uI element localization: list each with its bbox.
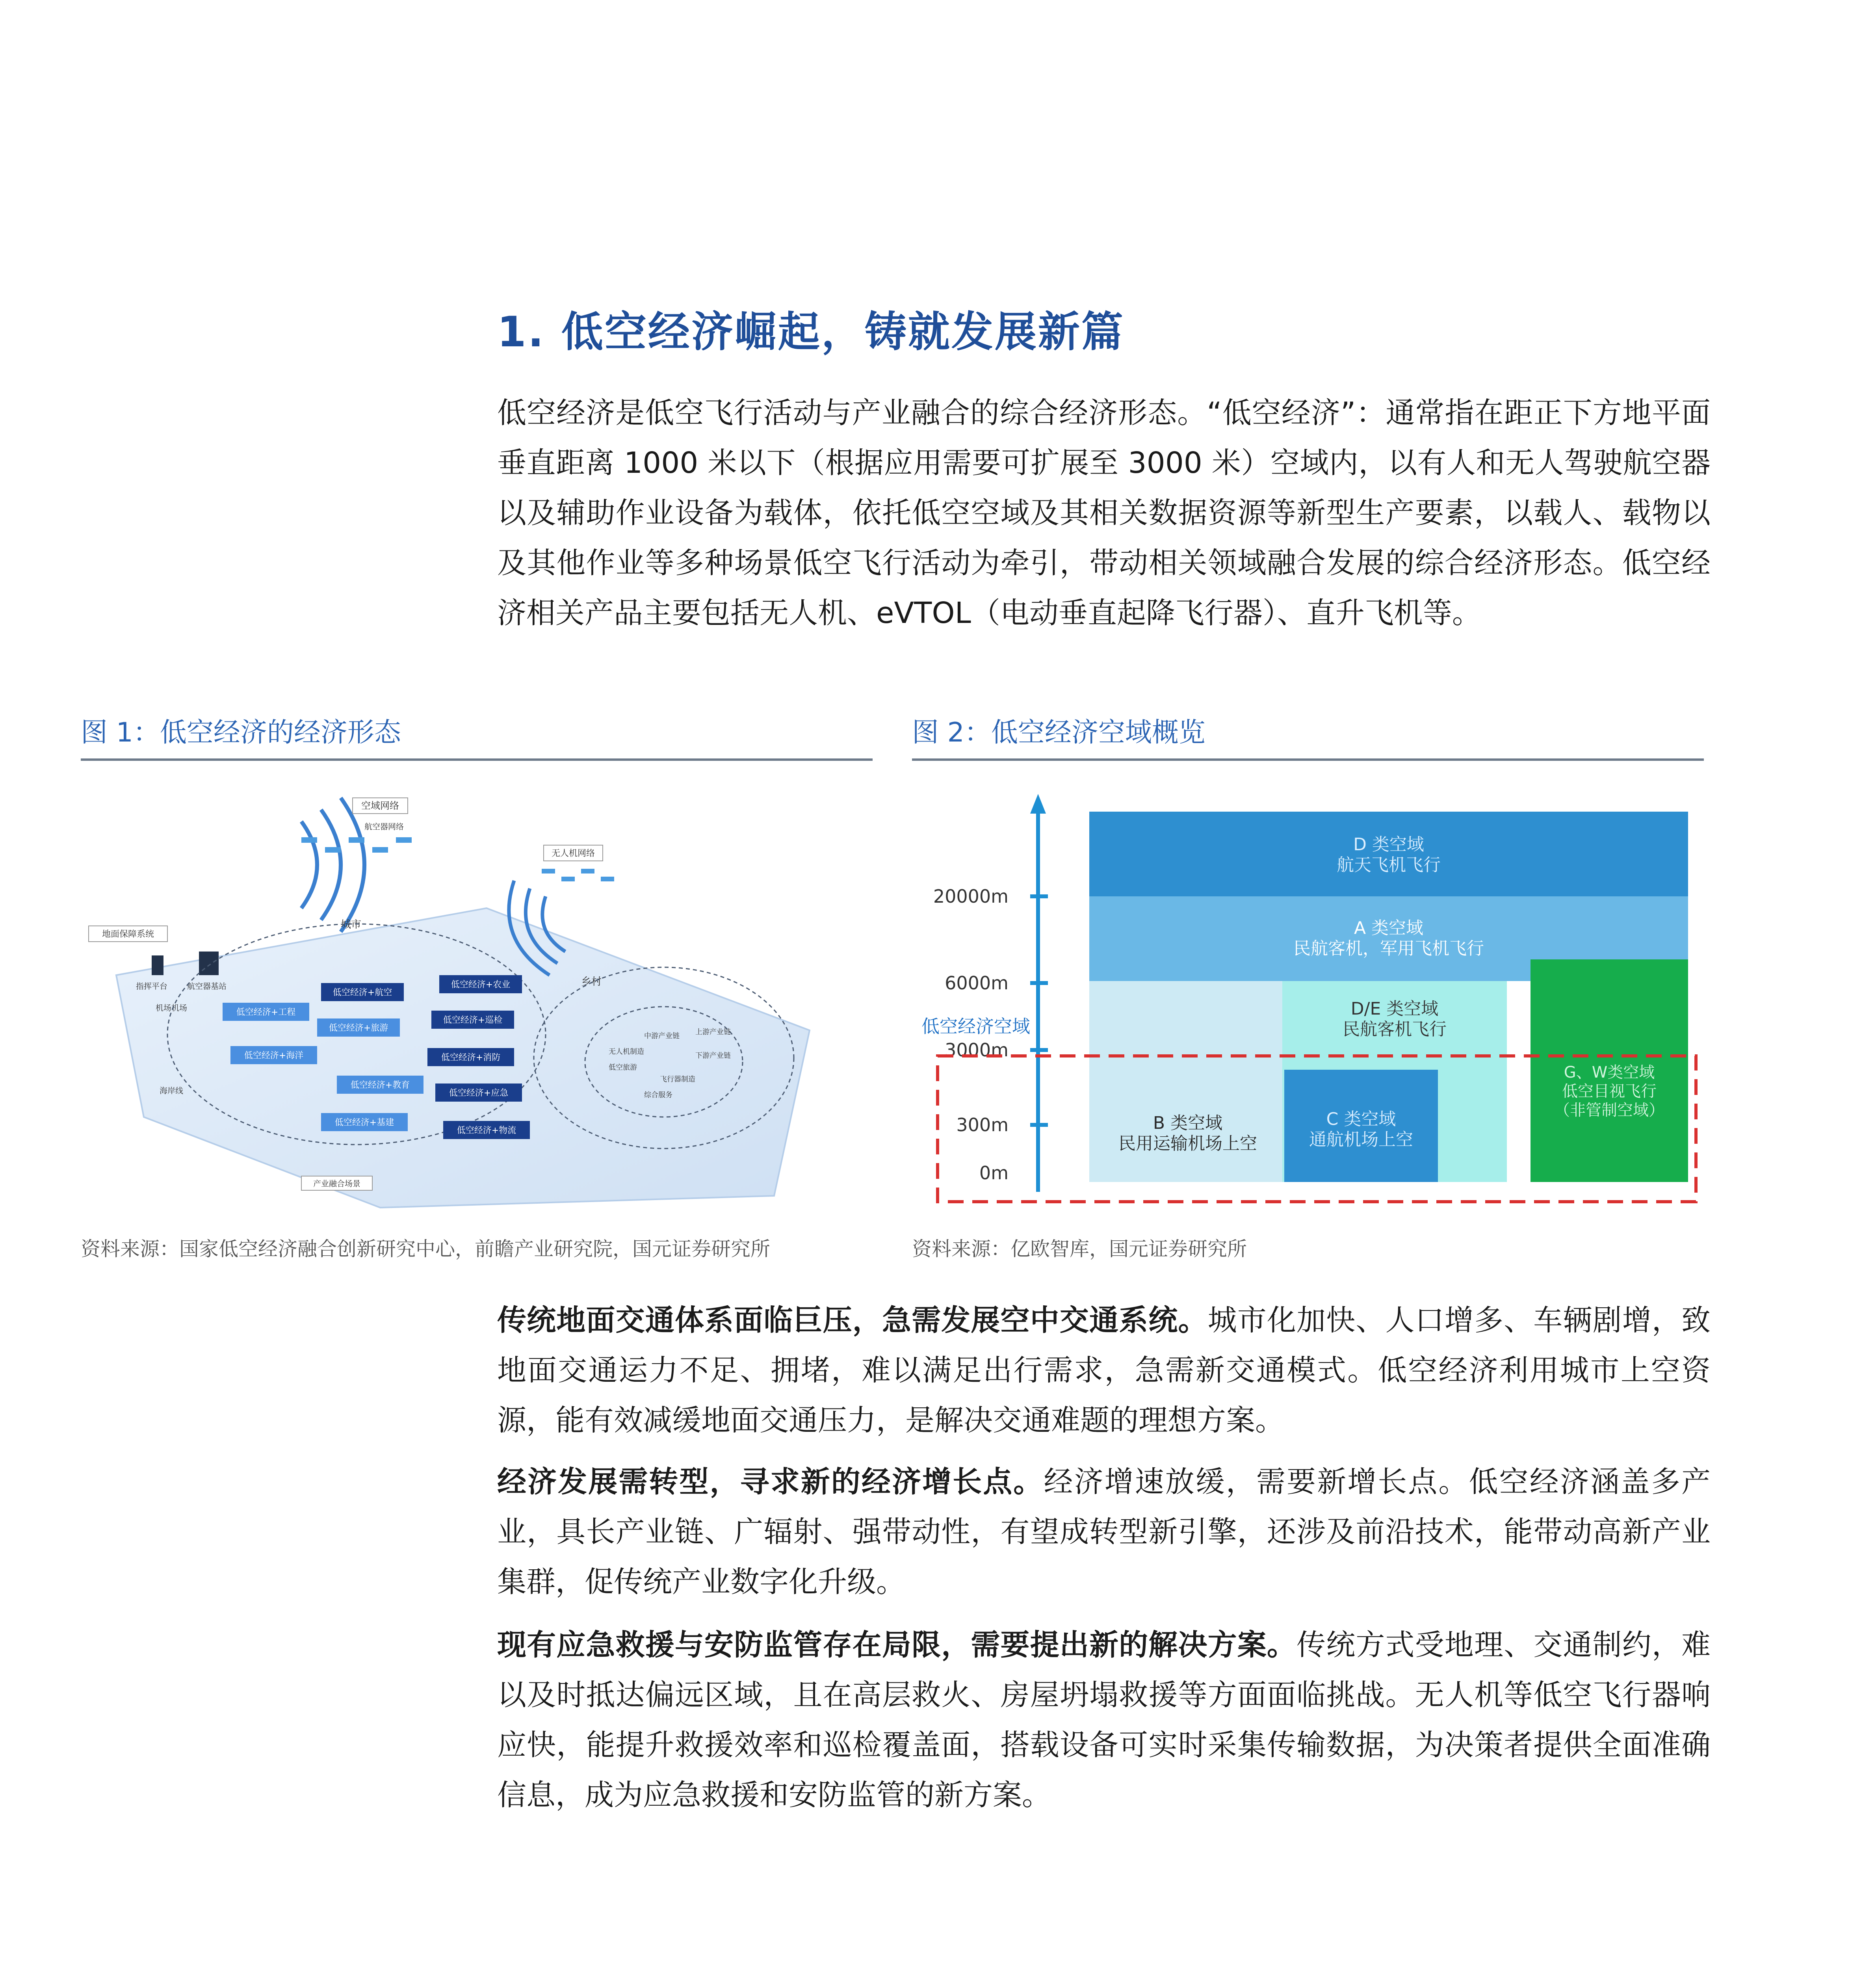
y-axis-arrow — [1030, 794, 1046, 814]
paragraph-emergency-lead: 现有应急救援与安防监管存在局限，需要提出新的解决方案。 — [497, 1628, 1297, 1662]
y-label-3000m: 3000m — [945, 1039, 1009, 1061]
svg-text:无人机制造: 无人机制造 — [609, 1048, 644, 1056]
figure2-rule — [912, 758, 1704, 761]
paragraph-traffic-lead: 传统地面交通体系面临巨压，急需发展空中交通系统。 — [497, 1303, 1208, 1337]
tile-logistics: 低空经济+物流 — [457, 1126, 516, 1136]
paragraph-economy-body: 经济增速放缓，需要新增长点。低空经济涵盖多产业，具长产业链、广辐射、强带动性，有望成转型新引擎，还涉及前沿技术，能带动高新产业集群，促传统产业数字化升级。 — [497, 1465, 1711, 1599]
block-de-title: D/E 类空域 — [1350, 999, 1439, 1019]
block-g-title: G、W类空域 — [1564, 1063, 1655, 1082]
paragraph-emergency-body: 传统方式受地理、交通制约，难以及时抵达偏远区域，且在高层救火、房屋坍塌救援等方面面临挑战。无人机等低空飞行器响应快，能提升救援效率和巡检覆盖面，搭载设备可实时采集传输数据，为决策者提供全面准确信息，成为应急救援和安防监管的新方案。 — [497, 1628, 1711, 1812]
label-industry: 产业融合场景 — [313, 1179, 360, 1188]
intro-paragraph: 低空经济是低空飞行活动与产业融合的综合经济形态。“低空经济”：通常指在距正下方地平面垂直距离 1000 米以下（根据应用需要可扩展至 3000 米）空域内，以有人和无人驾驶航空器以及辅助作业设备为载体，依托低空空域及其相关数据资源等新型生产要素，以载人、载物以及其他作业等多种场景低空飞行活动为牵引，带动相关领域融合发展的综合经济形态。低空经济相关产品主要包括无人机、eVTOL（电动垂直起降飞行器）、直升飞机等。 — [497, 396, 1711, 630]
paragraph-traffic — [497, 1295, 1711, 1446]
label-airport: 机场机场 — [156, 1003, 187, 1013]
label-airspace-network: 空域网络 — [361, 800, 399, 811]
signal-arcs-left — [301, 798, 364, 932]
svg-text:上游产业链: 上游产业链 — [695, 1028, 731, 1036]
tile-ocean: 低空经济+海洋 — [244, 1051, 304, 1061]
figure1-title: 图 1：低空经济的经济形态 — [81, 717, 401, 748]
y-label-0m: 0m — [979, 1162, 1009, 1184]
block-de-sub: 民航客机飞行 — [1343, 1019, 1447, 1039]
block-a-title: A 类空域 — [1354, 918, 1424, 938]
label-platform: 指挥平台 — [136, 981, 167, 991]
block-c-sub: 通航机场上空 — [1309, 1130, 1413, 1150]
paragraph-emergency — [497, 1620, 1711, 1820]
y-label-6000m: 6000m — [945, 972, 1009, 994]
block-b-sub: 民用运输机场上空 — [1118, 1134, 1257, 1154]
figure2-source: 资料来源：亿欧智库，国元证券研究所 — [912, 1238, 1247, 1260]
section-title: 1. 低空经济崛起，铸就发展新篇 — [497, 308, 1125, 356]
block-d-title: D 类空域 — [1353, 834, 1424, 855]
y-label-20000m: 20000m — [933, 886, 1009, 907]
figure2-airspace-chart — [912, 778, 1704, 1223]
tile-aviation: 低空经济+航空 — [332, 988, 392, 998]
svg-text:中游产业链: 中游产业链 — [644, 1032, 680, 1040]
block-d-sub: 航天飞机飞行 — [1337, 855, 1441, 875]
block-g-sub1: 低空目视飞行 — [1562, 1082, 1657, 1100]
label-coast: 海岸线 — [160, 1086, 183, 1095]
figure1-source: 资料来源：国家低空经济融合创新研究中心，前瞻产业研究院，国元证券研究所 — [81, 1238, 770, 1260]
low-altitude-label: 低空经济空域 — [921, 1016, 1030, 1037]
paragraph-traffic-body: 城市化加快、人口增多、车辆剧增，致地面交通运力不足、拥堵，难以满足出行需求，急需新交通模式。低空经济利用城市上空资源，能有效减缓地面交通压力，是解决交通难题的理想方案。 — [497, 1303, 1711, 1437]
tile-emergency: 低空经济+应急 — [449, 1088, 509, 1098]
svg-text:综合服务: 综合服务 — [644, 1091, 672, 1099]
label-route-network: 航空器网络 — [364, 822, 404, 831]
tile-fire: 低空经济+消防 — [441, 1053, 501, 1063]
y-label-300m: 300m — [956, 1114, 1009, 1136]
tile-education: 低空经济+教育 — [350, 1080, 410, 1090]
building-icon — [199, 952, 219, 975]
paragraph-economy — [497, 1457, 1711, 1607]
svg-text:飞行器制造: 飞行器制造 — [660, 1075, 695, 1084]
label-station: 航空器基站 — [187, 981, 227, 991]
tile-tourism: 低空经济+旅游 — [329, 1023, 388, 1033]
figure2-title: 图 2：低空经济空域概览 — [912, 717, 1205, 748]
tile-infrastructure: 低空经济+基建 — [334, 1118, 394, 1128]
figure1-illustration — [81, 778, 873, 1223]
tile-engineering: 低空经济+工程 — [236, 1007, 296, 1017]
label-ground-system: 地面保障系统 — [102, 929, 154, 939]
tile-inspection: 低空经济+巡检 — [443, 1015, 503, 1025]
paragraph-economy-lead: 经济发展需转型，寻求新的经济增长点。 — [497, 1465, 1044, 1499]
block-a-sub: 民航客机，军用飞机飞行 — [1293, 939, 1484, 959]
block-g-sub2: （非管制空域） — [1554, 1101, 1664, 1119]
label-city: 城市 — [341, 919, 362, 931]
label-village: 乡村 — [581, 976, 602, 988]
block-b-title: B 类空域 — [1153, 1113, 1223, 1133]
block-c-title: C 类空域 — [1326, 1109, 1396, 1129]
svg-text:下游产业链: 下游产业链 — [695, 1052, 731, 1060]
tile-agriculture: 低空经济+农业 — [451, 980, 511, 990]
figure1-rule — [81, 758, 873, 761]
svg-text:低空旅游: 低空旅游 — [609, 1063, 637, 1072]
tower-icon — [152, 955, 163, 975]
label-drone-network: 无人机网络 — [551, 849, 595, 859]
